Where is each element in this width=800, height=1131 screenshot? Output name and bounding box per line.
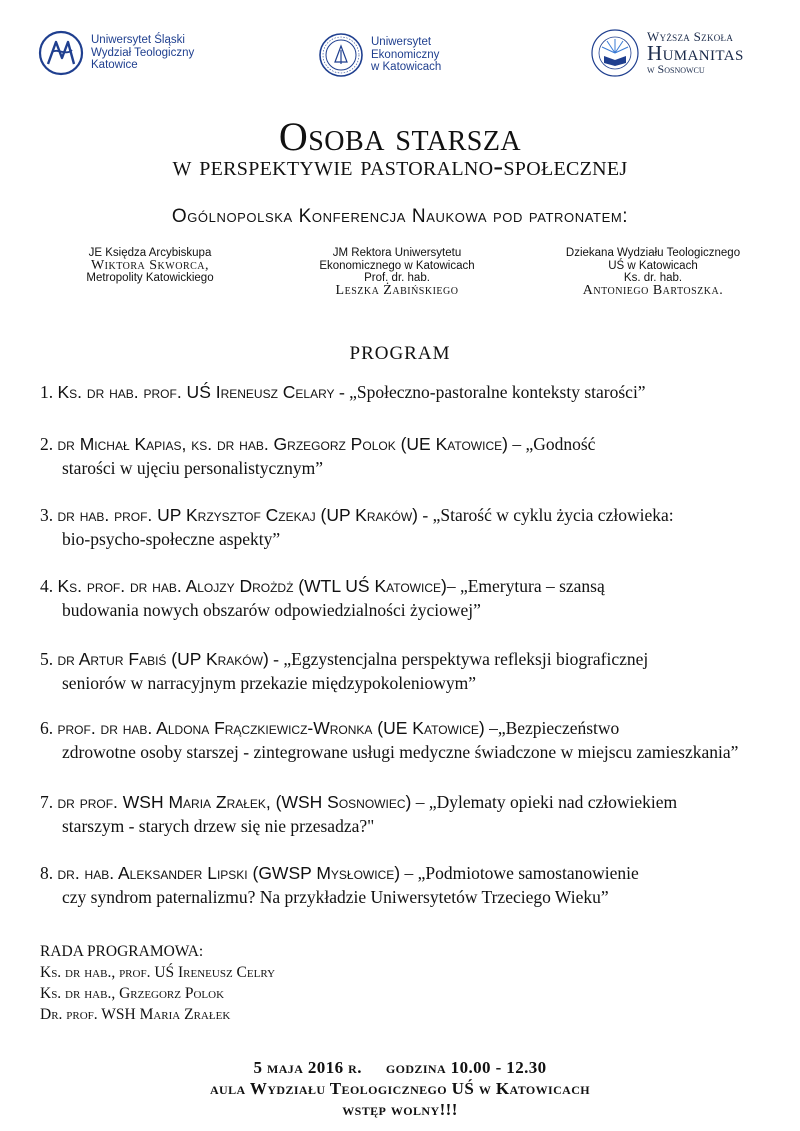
- patron-name: Wiktora Skworca,: [90, 257, 210, 273]
- patron-line: JM Rektora Uniwersytetu: [332, 247, 462, 259]
- patron-line: UŚ w Katowicach: [608, 259, 698, 272]
- item-talk-continued: budowania nowych obszarów odpowiedzialności życiowej”: [62, 600, 481, 620]
- item-speaker: Ks. dr hab. prof. UŚ Ireneusz Celary: [57, 382, 335, 402]
- item-number: 8.: [40, 863, 54, 883]
- item-speaker: Ks. prof. dr hab. Alojzy Drożdż (WTL UŚ Katowice): [57, 576, 447, 596]
- wsh-logo-line2: Humanitas: [647, 41, 744, 65]
- ue-seal-icon: [318, 32, 364, 78]
- item-number: 5.: [40, 649, 54, 669]
- patron-name: Antoniego Bartoszka.: [582, 282, 724, 298]
- wsh-logo: [590, 28, 744, 78]
- ue-logo: [318, 32, 441, 78]
- item-talk: - „Egzystencjalna perspektywa refleksji biograficznej: [268, 649, 649, 669]
- program-item: [40, 861, 780, 909]
- program-item: [40, 716, 780, 764]
- committee-member: Ks. dr hab., prof. UŚ Ireneusz Celry: [40, 964, 276, 981]
- item-speaker: prof. dr hab. Aldona Frączkiewicz-Wronka (UE Katowice): [57, 718, 485, 738]
- program-committee: [40, 941, 275, 1025]
- item-speaker: dr Artur Fabiś (UP Kraków): [57, 649, 269, 669]
- us-logo: [38, 30, 194, 76]
- ue-logo-line2: Ekonomiczny: [371, 48, 440, 61]
- item-speaker: dr prof. WSH Maria Zrałek, (WSH Sosnowiec): [57, 792, 412, 812]
- wsh-seal-icon: [590, 28, 640, 78]
- program-item: [40, 790, 780, 838]
- program-item: [40, 647, 780, 695]
- wsh-logo-line3: w Sosnowcu: [647, 62, 705, 76]
- item-talk: – „Podmiotowe samostanowienie: [400, 863, 639, 883]
- event-entry: wstęp wolny!!!: [342, 1100, 458, 1119]
- program-item: [40, 380, 780, 404]
- patron-line: Prof. dr. hab.: [364, 272, 430, 284]
- item-talk: – „Godność: [507, 434, 596, 454]
- item-number: 6.: [40, 718, 54, 738]
- patron-line: Ks. dr. hab.: [623, 272, 683, 284]
- item-talk: - „Społeczno-pastoralne konteksty starości”: [334, 382, 646, 402]
- item-talk: - „Starość w cyklu życia człowieka:: [418, 505, 674, 525]
- item-talk: – „Emerytura – szansą: [446, 576, 605, 596]
- item-talk-continued: zdrowotne osoby starszej - zintegrowane usługi medyczne świadczone w miejscu zamieszkania”: [62, 742, 739, 762]
- committee-member: Ks. dr hab., Grzegorz Polok: [40, 985, 225, 1002]
- event-date-time: [0, 1058, 800, 1078]
- item-talk-continued: czy syndrom paternalizmu? Na przykładzie Uniwersytetów Trzeciego Wieku”: [62, 887, 609, 907]
- conference-heading: Ogólnopolska Konferencja Naukowa pod patronatem:: [171, 206, 629, 227]
- item-speaker: dr. hab. Aleksander Lipski (GWSP Mysłowice): [57, 863, 401, 883]
- item-talk: – „Dylematy opieki nad człowiekiem: [411, 792, 678, 812]
- main-title: Osoba starsza: [278, 114, 522, 159]
- program-heading: program: [349, 335, 451, 365]
- subtitle: w perspektywie pastoralno-społecznej: [172, 150, 628, 182]
- item-number: 3.: [40, 505, 54, 525]
- item-talk-continued: starości w ujęciu personalistycznym”: [62, 458, 323, 478]
- item-number: 2.: [40, 434, 54, 454]
- committee-heading: RADA PROGRAMOWA:: [40, 943, 204, 960]
- patron-line: Ekonomicznego w Katowicach: [319, 259, 475, 272]
- item-talk: –„Bezpieczeństwo: [484, 718, 620, 738]
- item-speaker: dr hab. prof. UP Krzysztof Czekaj (UP Kraków): [57, 505, 419, 525]
- event-time: godzina 10.00 - 12.30: [385, 1058, 547, 1077]
- patron-dean: [548, 247, 758, 297]
- us-logo-line2: Wydział Teologiczny: [91, 46, 195, 59]
- event-place: aula Wydziału Teologicznego UŚ w Katowicach: [209, 1079, 591, 1098]
- patron-archbishop: [55, 247, 245, 285]
- item-number: 1.: [40, 382, 54, 402]
- item-talk-continued: bio-psycho-społeczne aspekty”: [62, 529, 281, 549]
- item-number: 4.: [40, 576, 54, 596]
- patron-line: Metropolity Katowickiego: [86, 272, 214, 284]
- item-talk-continued: seniorów w narracyjnym przekazie międzypokoleniowym”: [62, 673, 477, 693]
- patron-name: Leszka Żabińskiego: [335, 282, 459, 298]
- patron-line: JE Księdza Arcybiskupa: [88, 247, 212, 259]
- us-logo-line3: Katowice: [91, 59, 138, 72]
- committee-member: Dr. prof. WSH Maria Zrałek: [40, 1006, 231, 1023]
- patron-rector: [292, 247, 502, 297]
- ue-logo-line3: w Katowicach: [371, 61, 442, 74]
- wsh-logo-line1: Wyższa Szkoła: [647, 29, 734, 44]
- item-speaker: dr Michał Kapias, ks. dr hab. Grzegorz Polok (UE Katowice): [57, 434, 508, 454]
- program-item: [40, 503, 780, 551]
- program-item: [40, 574, 780, 622]
- item-number: 7.: [40, 792, 54, 812]
- event-date: 5 maja 2016 r.: [253, 1058, 362, 1077]
- us-logo-line1: Uniwersytet Śląski: [91, 34, 185, 47]
- program-item: [40, 432, 780, 480]
- us-emblem-icon: [38, 30, 84, 76]
- item-talk-continued: starszym - starych drzew się nie przesadza?": [62, 816, 375, 836]
- patron-line: Dziekana Wydziału Teologicznego: [565, 247, 741, 259]
- ue-logo-line1: Uniwersytet: [371, 36, 432, 49]
